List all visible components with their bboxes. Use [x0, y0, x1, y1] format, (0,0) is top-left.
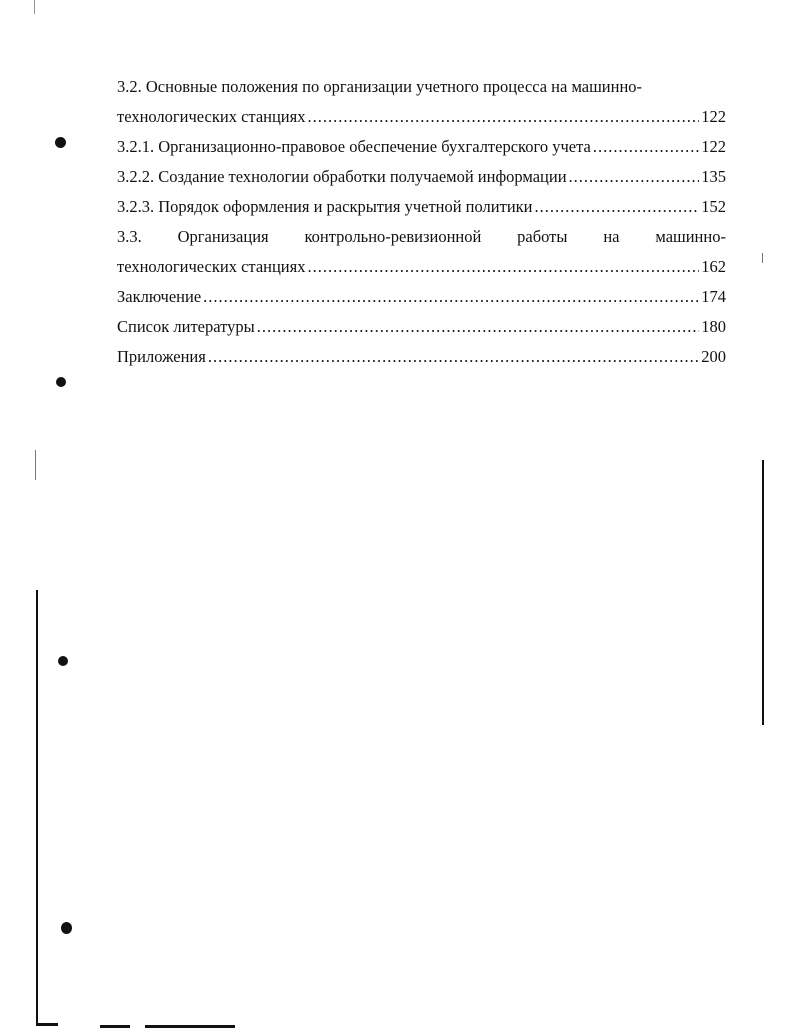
toc-entry-3-2 — [117, 72, 726, 132]
leader-dots — [535, 192, 700, 222]
toc-entry-3-3-line2: технологических станциях — [117, 257, 306, 276]
leader-dots — [257, 312, 700, 342]
punch-hole-mark — [58, 656, 68, 666]
leader-dots — [307, 102, 699, 132]
leader-dots — [569, 162, 700, 192]
table-of-contents — [117, 72, 726, 372]
page-edge-line — [34, 0, 35, 14]
leader-dots — [203, 282, 699, 312]
page-edge-line — [762, 253, 763, 263]
page-edge-line — [36, 590, 38, 1026]
toc-entry-3-2-2: 3.2.2. Создание технологии обработки получаемой информации ..... 135 — [117, 162, 726, 192]
toc-page-number: 122 — [701, 107, 726, 126]
toc-page-number: 180 — [701, 317, 726, 336]
page-edge-line — [36, 1023, 58, 1026]
toc-entry-3-2-line1: 3.2. Основные положения по организации учетного процесса на машинно- — [117, 77, 643, 96]
page-edge-line — [35, 450, 36, 480]
page-edge-line — [762, 460, 764, 725]
punch-hole-mark — [56, 377, 66, 387]
toc-entry-3-3-line1: 3.3. Организация контрольно-ревизионной работы на машинно- — [117, 227, 726, 246]
toc-page-number: 162 — [701, 257, 726, 276]
punch-hole-mark — [61, 922, 72, 934]
toc-entry-references: Список литературы ..... 180 — [117, 312, 726, 342]
toc-page-number: 122 — [701, 137, 726, 156]
toc-entry-3-2-3: 3.2.3. Порядок оформления и раскрытия учетной политики ..... 152 — [117, 192, 726, 222]
page-edge-line — [100, 1025, 130, 1028]
toc-page-number: 135 — [701, 167, 726, 186]
toc-page-number: 200 — [701, 347, 726, 366]
toc-entry-conclusion: Заключение ..... 174 — [117, 282, 726, 312]
toc-page-number: 152 — [701, 197, 726, 216]
toc-entry-3-2-line2: технологических станциях — [117, 107, 306, 126]
leader-dots — [593, 132, 699, 162]
toc-entry-3-2-1: 3.2.1. Организационно-правовое обеспечение бухгалтерского учета ..... 122 — [117, 132, 726, 162]
leader-dots — [208, 342, 699, 372]
toc-entry-3-3 — [117, 222, 726, 282]
page-edge-line — [145, 1025, 235, 1028]
toc-entry-appendices: Приложения ..... 200 — [117, 342, 726, 372]
toc-page-number: 174 — [701, 287, 726, 306]
leader-dots — [307, 252, 699, 282]
punch-hole-mark — [55, 137, 66, 148]
